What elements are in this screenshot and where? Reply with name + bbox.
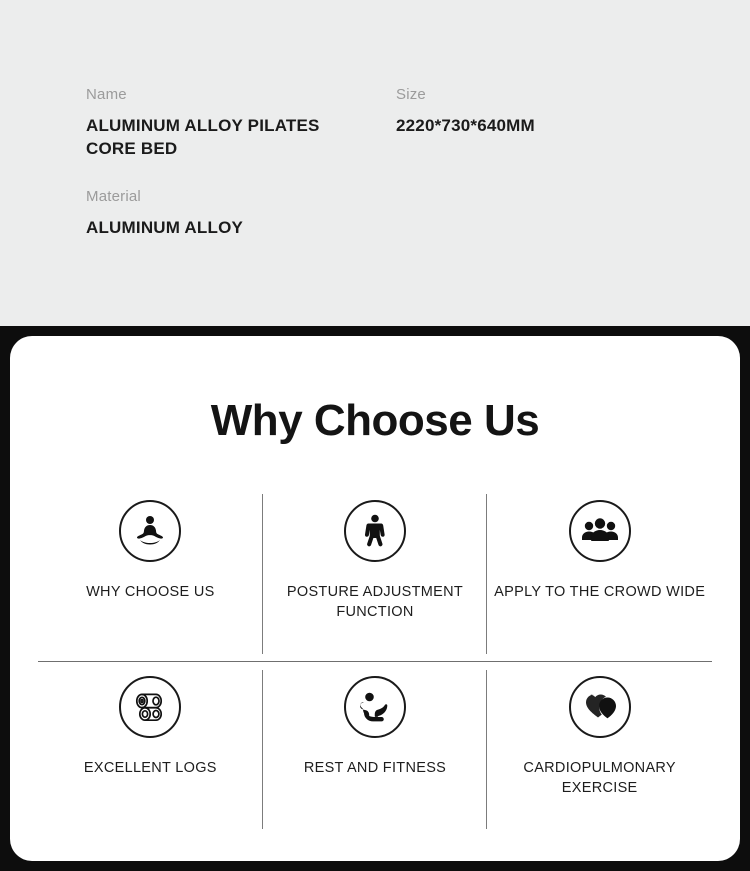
feature-item-why-choose-us [38,486,263,662]
logs-icon [119,676,181,738]
spec-label-name: Name [86,86,127,103]
yoga-meditation-icon [119,500,181,562]
feature-label: REST AND FITNESS [303,759,447,776]
specification-column-right [396,86,706,267]
feature-label: POSTURE ADJUSTMENT FUNCTION [286,584,464,620]
spec-item-size [396,86,706,137]
feature-grid [38,486,712,837]
specification-section [0,0,750,326]
heart-cardio-icon [569,676,631,738]
spec-item-name [86,86,396,160]
spec-label-size: Size [396,86,426,103]
posture-body-icon [344,500,406,562]
crowd-people-icon [569,500,631,562]
feature-item-excellent-logs [38,662,263,838]
feature-label: EXCELLENT LOGS [83,759,217,776]
feature-label: CARDIOPULMONARY EXERCISE [523,759,676,796]
spec-value-name: ALUMINUM ALLOY PILATES CORE BED [86,116,320,158]
why-choose-us-section [0,326,750,871]
why-choose-us-title: Why Choose Us [210,396,540,445]
feature-item-apply-to-crowd [487,486,712,662]
muscle-flex-icon [344,676,406,738]
spec-value-size: 2220*730*640MM [396,116,535,135]
feature-item-rest-and-fitness [263,662,488,838]
spec-value-material: ALUMINUM ALLOY [86,218,244,237]
feature-item-posture-adjustment [263,486,488,662]
spec-item-material [86,188,396,239]
feature-label: WHY CHOOSE US [86,584,215,600]
feature-label: APPLY TO THE CROWD WIDE [494,584,706,600]
feature-item-cardiopulmonary [487,662,712,838]
specification-column-left [86,86,396,267]
specification-grid [86,86,750,267]
spec-label-material: Material [86,188,141,205]
why-choose-us-card [10,336,740,861]
